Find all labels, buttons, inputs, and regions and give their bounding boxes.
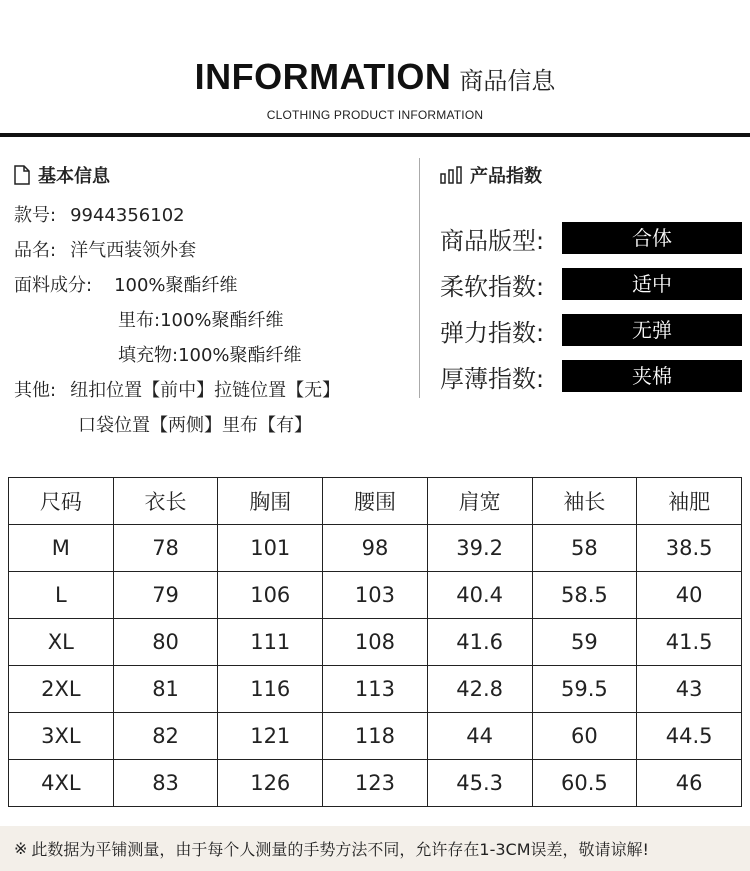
page-title-en: INFORMATION (194, 56, 452, 97)
table-cell: 111 (218, 619, 323, 666)
fabric-value: 100%聚酯纤维 (114, 275, 238, 296)
table-row (9, 525, 742, 572)
header-cell: 尺码 (9, 478, 114, 525)
product-index-title: 产品指数 (470, 166, 542, 187)
table-cell: 60.5 (532, 760, 637, 807)
header-cell: 胸围 (218, 478, 323, 525)
table-cell: 113 (323, 666, 428, 713)
table-cell: 40 (637, 572, 742, 619)
index-value: 合体 (562, 222, 742, 254)
header-cell: 袖肥 (637, 478, 742, 525)
index-label: 商品版型: (440, 226, 545, 255)
table-row (9, 713, 742, 760)
filling-row: 填充物:100%聚酯纤维 (118, 345, 302, 366)
table-cell: 45.3 (427, 760, 532, 807)
product-index-heading (440, 160, 750, 190)
index-value: 夹棉 (562, 360, 742, 392)
lining-row: 里布:100%聚酯纤维 (118, 310, 284, 331)
index-row-thickness (440, 353, 750, 399)
page-subtitle: CLOTHING PRODUCT INFORMATION (266, 108, 484, 122)
table-cell: 103 (323, 572, 428, 619)
table-cell: 44.5 (637, 713, 742, 760)
table-cell: 39.2 (427, 525, 532, 572)
other-value-line2: 口袋位置【两侧】里布【有】 (78, 415, 312, 436)
table-cell: 43 (637, 666, 742, 713)
page-title-cn: 商品信息 (459, 67, 556, 95)
table-cell: 41.6 (427, 619, 532, 666)
bar-chart-icon (440, 166, 462, 184)
table-cell: 78 (113, 525, 218, 572)
table-cell: 59.5 (532, 666, 637, 713)
index-row-fit (440, 215, 750, 261)
table-cell: 41.5 (637, 619, 742, 666)
table-cell: 58.5 (532, 572, 637, 619)
table-cell: 46 (637, 760, 742, 807)
style-number-label: 款号: (14, 205, 57, 226)
header-divider (0, 133, 750, 137)
product-index-section (440, 160, 750, 399)
style-number-row (14, 198, 414, 233)
table-cell: 2XL (9, 666, 114, 713)
table-row (9, 619, 742, 666)
table-cell: 121 (218, 713, 323, 760)
table-cell: 98 (323, 525, 428, 572)
table-cell: 44 (427, 713, 532, 760)
table-cell: 42.8 (427, 666, 532, 713)
note-mark-icon: ※ (14, 839, 28, 858)
fabric-row (14, 268, 414, 303)
table-cell: 108 (323, 619, 428, 666)
table-cell: 3XL (9, 713, 114, 760)
section-divider (419, 158, 420, 398)
table-cell: 58 (532, 525, 637, 572)
table-cell: 79 (113, 572, 218, 619)
index-row-elasticity (440, 307, 750, 353)
table-cell: 116 (218, 666, 323, 713)
table-row (9, 572, 742, 619)
index-label: 弹力指数: (440, 318, 545, 347)
style-number-value: 9944356102 (70, 205, 185, 226)
document-icon (14, 165, 30, 185)
measurement-note (0, 826, 750, 871)
table-cell: 59 (532, 619, 637, 666)
basic-info-title: 基本信息 (38, 166, 110, 187)
index-label: 厚薄指数: (440, 364, 545, 393)
product-name-value: 洋气西装领外套 (70, 240, 197, 261)
basic-info-heading (14, 160, 414, 190)
header-cell: 袖长 (532, 478, 637, 525)
table-cell: 106 (218, 572, 323, 619)
fabric-label: 面料成分: (14, 275, 93, 296)
table-cell: 60 (532, 713, 637, 760)
table-cell: 40.4 (427, 572, 532, 619)
table-cell: 83 (113, 760, 218, 807)
table-cell: M (9, 525, 114, 572)
table-cell: 81 (113, 666, 218, 713)
index-value: 适中 (562, 268, 742, 300)
index-row-softness (440, 261, 750, 307)
other-row (14, 373, 414, 408)
table-cell: 4XL (9, 760, 114, 807)
table-cell: 101 (218, 525, 323, 572)
index-value: 无弹 (562, 314, 742, 346)
table-cell: 38.5 (637, 525, 742, 572)
table-cell: 126 (218, 760, 323, 807)
product-name-row (14, 233, 414, 268)
basic-info-section (14, 160, 414, 443)
header-cell: 衣长 (113, 478, 218, 525)
index-list (440, 215, 750, 399)
measurement-note-text: 此数据为平铺测量，由于每个人测量的手势方法不同，允许存在1-3CM误差，敬请谅解! (31, 840, 649, 859)
table-cell: 80 (113, 619, 218, 666)
other-value-line1: 纽扣位置【前中】拉链位置【无】 (70, 380, 341, 401)
table-row (9, 760, 742, 807)
product-name-label: 品名: (14, 240, 57, 261)
other-label: 其他: (14, 380, 57, 401)
size-table-header-row (9, 478, 742, 525)
table-cell: 118 (323, 713, 428, 760)
table-cell: 82 (113, 713, 218, 760)
index-label: 柔软指数: (440, 272, 545, 301)
title-row (0, 56, 750, 98)
header-cell: 腰围 (323, 478, 428, 525)
table-row (9, 666, 742, 713)
table-cell: 123 (323, 760, 428, 807)
page-header (0, 56, 750, 122)
size-table (8, 477, 742, 807)
table-cell: XL (9, 619, 114, 666)
table-cell: L (9, 572, 114, 619)
header-cell: 肩宽 (427, 478, 532, 525)
